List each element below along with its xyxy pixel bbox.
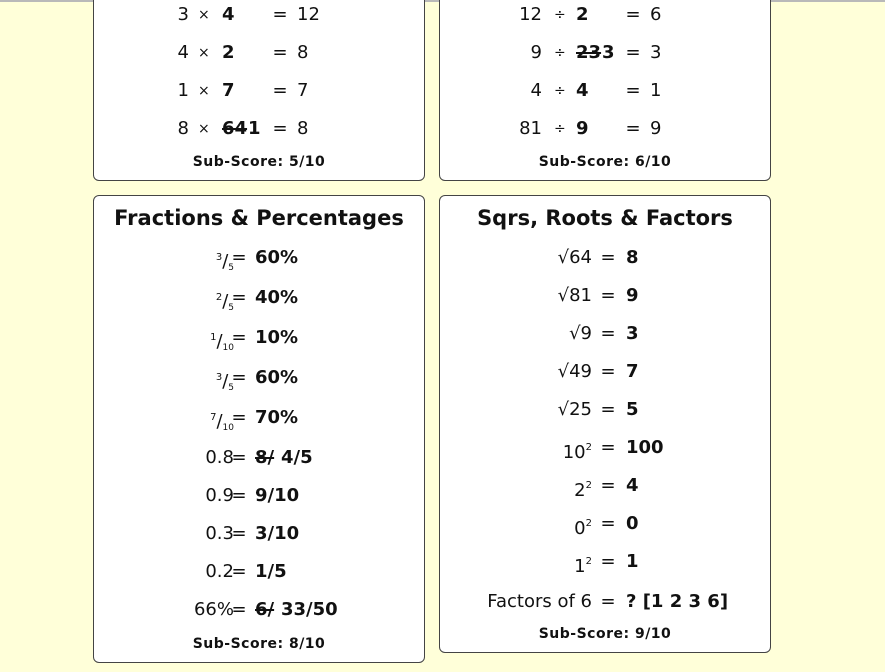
question-row xyxy=(94,596,424,624)
equals-sign: = xyxy=(600,551,616,572)
question-value xyxy=(574,510,592,543)
answer: 40% xyxy=(255,287,299,308)
equals-sign: = xyxy=(600,591,616,612)
sub-score: Sub-Score: 9/10 xyxy=(538,626,672,642)
result: 8 xyxy=(297,42,309,63)
question-row xyxy=(94,115,424,143)
operand-a: 12 xyxy=(519,4,542,25)
question-row xyxy=(94,244,424,272)
result: 3 xyxy=(650,42,662,63)
fraction: $^3/_5$ xyxy=(215,251,234,273)
answer: 3/10 xyxy=(255,523,300,544)
answer: 33/50 xyxy=(281,599,338,620)
question-row xyxy=(440,1,770,29)
operator: × xyxy=(198,121,210,137)
equals-sign: = xyxy=(625,4,641,25)
equals-sign: = xyxy=(231,367,247,388)
result: 8 xyxy=(297,118,309,139)
equals-sign: = xyxy=(625,42,641,63)
question-value: 66% xyxy=(193,599,234,620)
question-value xyxy=(558,396,592,424)
equals-sign: = xyxy=(231,407,247,428)
result: 7 xyxy=(297,80,309,101)
question-text: √64 xyxy=(557,247,592,268)
question-row xyxy=(94,284,424,312)
equals-sign: = xyxy=(231,599,247,620)
denominator: 10 xyxy=(222,343,234,353)
exponent: 2 xyxy=(585,442,592,453)
question-row xyxy=(440,358,770,386)
denominator: 5 xyxy=(228,303,234,313)
question-value xyxy=(558,244,592,272)
exponent: 2 xyxy=(585,518,592,529)
equals-sign: = xyxy=(625,80,641,101)
equals-sign: = xyxy=(625,118,641,139)
equals-sign: = xyxy=(272,42,288,63)
numerator: 3 xyxy=(215,252,223,263)
answer: 60% xyxy=(255,247,299,268)
question-value xyxy=(563,434,592,467)
crossed-out-answer: 6/ xyxy=(255,599,275,620)
equals-sign: = xyxy=(231,561,247,582)
answer: 4/5 xyxy=(281,447,313,468)
exponent: 2 xyxy=(585,556,592,567)
question-row xyxy=(440,396,770,424)
answer: 7 xyxy=(626,361,639,382)
numerator: 2 xyxy=(215,292,223,303)
answer: 60% xyxy=(255,367,299,388)
question-row xyxy=(94,520,424,548)
sub-score: Sub-Score: 6/10 xyxy=(538,154,672,170)
equals-sign: = xyxy=(231,485,247,506)
answer: ? [1 2 3 6] xyxy=(626,591,729,612)
operand-b: 9 xyxy=(576,118,589,139)
denominator: 5 xyxy=(228,263,234,273)
answer: 1/5 xyxy=(255,561,287,582)
equals-sign: = xyxy=(600,323,616,344)
operator: ÷ xyxy=(554,83,566,99)
equals-sign: = xyxy=(231,327,247,348)
question-row xyxy=(94,558,424,586)
operand-a: 81 xyxy=(519,118,542,139)
question-row xyxy=(94,1,424,29)
crossed-out-answer: 8/ xyxy=(255,447,275,468)
operator: ÷ xyxy=(554,7,566,23)
result: 6 xyxy=(650,4,662,25)
answer: 9 xyxy=(626,285,639,306)
question-row xyxy=(440,39,770,67)
question-row xyxy=(440,588,770,616)
question-row xyxy=(94,324,424,352)
question-text: √49 xyxy=(557,361,592,382)
answer: 4 xyxy=(626,475,639,496)
equals-sign: = xyxy=(272,4,288,25)
equals-sign: = xyxy=(600,437,616,458)
answer: 9/10 xyxy=(255,485,300,506)
answer: 10% xyxy=(255,327,299,348)
result: 9 xyxy=(650,118,662,139)
question-row xyxy=(440,510,770,538)
fraction: $^2/_5$ xyxy=(215,291,234,313)
crossed-out-answer: 64 xyxy=(222,118,248,139)
operand-a: 3 xyxy=(177,4,189,25)
question-text: √9 xyxy=(569,323,592,344)
equals-sign: = xyxy=(231,447,247,468)
answer: 100 xyxy=(626,437,664,458)
question-row xyxy=(440,77,770,105)
question-value xyxy=(574,548,592,581)
question-text: Factors of 6 xyxy=(487,591,592,612)
operand-b: 1 xyxy=(248,118,261,139)
question-text: 2 xyxy=(574,480,586,501)
question-text: √81 xyxy=(557,285,592,306)
result: 12 xyxy=(297,4,320,25)
question-text: 1 xyxy=(574,556,586,577)
operand-a: 1 xyxy=(177,80,189,101)
question-value xyxy=(558,282,592,310)
fractions-panel xyxy=(93,195,425,663)
squares-roots-panel xyxy=(439,195,771,653)
equals-sign: = xyxy=(231,287,247,308)
operand-b: 2 xyxy=(222,42,235,63)
numerator: 1 xyxy=(210,332,217,343)
question-value: 0.8 xyxy=(205,447,234,468)
panel-title: Sqrs, Roots & Factors xyxy=(477,206,733,230)
answer: 3 xyxy=(626,323,639,344)
question-value: 0.3 xyxy=(205,523,234,544)
equals-sign: = xyxy=(600,399,616,420)
sub-score: Sub-Score: 5/10 xyxy=(192,154,326,170)
equals-sign: = xyxy=(272,80,288,101)
numerator: 7 xyxy=(210,412,217,423)
operand-a: 8 xyxy=(177,118,189,139)
answer: 5 xyxy=(626,399,639,420)
operand-b: 4 xyxy=(576,80,589,101)
answer: 8 xyxy=(626,247,639,268)
question-row xyxy=(94,364,424,392)
question-value: 0.2 xyxy=(205,561,234,582)
question-text: 10 xyxy=(562,442,586,463)
numerator: 3 xyxy=(215,372,223,383)
question-value xyxy=(574,472,592,505)
question-value xyxy=(487,588,592,616)
crossed-out-answer: 23 xyxy=(576,42,602,63)
answer: 1 xyxy=(626,551,639,572)
operand-a: 4 xyxy=(177,42,189,63)
operand-b: 4 xyxy=(222,4,235,25)
denominator: 5 xyxy=(228,383,234,393)
operand-b: 2 xyxy=(576,4,589,25)
question-row xyxy=(440,282,770,310)
operator: × xyxy=(198,45,210,61)
operator: ÷ xyxy=(554,121,566,137)
answer: 0 xyxy=(626,513,639,534)
operand-a: 9 xyxy=(530,42,542,63)
fraction: $^3/_5$ xyxy=(215,371,234,393)
question-row xyxy=(440,434,770,462)
operator: ÷ xyxy=(554,45,566,61)
operand-b: 7 xyxy=(222,80,235,101)
sub-score: Sub-Score: 8/10 xyxy=(192,636,326,652)
panel-title: Fractions & Percentages xyxy=(114,206,404,230)
equals-sign: = xyxy=(231,247,247,268)
result: 1 xyxy=(650,80,662,101)
equals-sign: = xyxy=(600,361,616,382)
equals-sign: = xyxy=(600,475,616,496)
multiplication-panel xyxy=(93,0,425,181)
question-row xyxy=(94,77,424,105)
question-text: 0 xyxy=(574,518,586,539)
question-row xyxy=(94,39,424,67)
fraction: $^7/_{10}$ xyxy=(210,411,234,433)
equals-sign: = xyxy=(231,523,247,544)
question-value: 0.9 xyxy=(205,485,234,506)
equals-sign: = xyxy=(600,513,616,534)
question-value xyxy=(558,358,592,386)
question-row xyxy=(440,548,770,576)
question-row xyxy=(440,472,770,500)
question-row xyxy=(440,320,770,348)
question-row xyxy=(94,444,424,472)
question-text: √25 xyxy=(557,399,592,420)
division-panel xyxy=(439,0,771,181)
operator: × xyxy=(198,83,210,99)
denominator: 10 xyxy=(222,423,234,433)
equals-sign: = xyxy=(600,285,616,306)
question-row xyxy=(440,244,770,272)
question-row xyxy=(94,404,424,432)
operator: × xyxy=(198,7,210,23)
operand-a: 4 xyxy=(530,80,542,101)
exponent: 2 xyxy=(585,480,592,491)
equals-sign: = xyxy=(272,118,288,139)
question-row xyxy=(440,115,770,143)
answer: 70% xyxy=(255,407,299,428)
operand-b: 3 xyxy=(602,42,615,63)
equals-sign: = xyxy=(600,247,616,268)
question-row xyxy=(94,482,424,510)
question-value xyxy=(569,320,592,348)
fraction: $^1/_{10}$ xyxy=(210,331,234,353)
